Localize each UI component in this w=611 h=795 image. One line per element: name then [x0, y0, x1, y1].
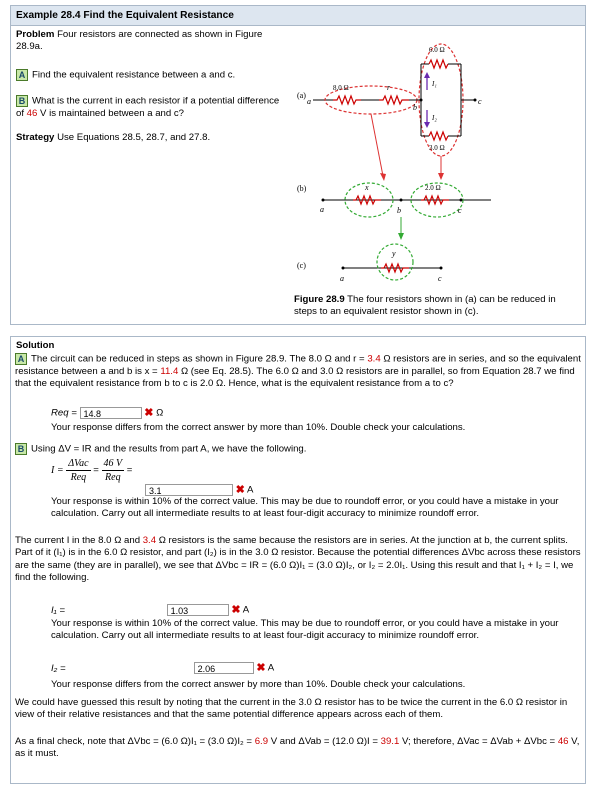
panel-a-label: (a) [297, 91, 306, 100]
solution-paragraph-3: We could have guessed this result by noting that the current in the 3.0 Ω resistor has to be twice the current in the 6.0 Ω resistor in view of their relative resistances and that the same potential difference appears across each of them. [15, 697, 568, 721]
i1-input[interactable]: 1.03 [167, 604, 229, 616]
label-y: y [392, 249, 396, 258]
label-2ohm: 2.0 Ω [425, 184, 441, 192]
i2-unit: A [267, 662, 275, 674]
I-input[interactable]: 3.1 [145, 484, 233, 496]
I-feedback: Your response is within 10% of the correct value. This may be due to roundoff error, or you could have a mistake in your calculation. Carry out all intermediate results to at least four-digit accuracy to minimize roundoff error. [51, 496, 559, 520]
eq-num-2: 46 V [103, 458, 123, 469]
problem-body: Four resistors are connected as shown in Figure 28.9a. [16, 29, 263, 53]
I-unit: A [247, 484, 254, 496]
solution-part-a-badge: A [15, 353, 27, 365]
label-r: r [387, 83, 391, 92]
eq-equals-1: = [93, 464, 99, 476]
part-b-text-pre: What is the current in each resistor if a potential difference of [16, 95, 280, 119]
strategy-body: Use Equations 28.5, 28.7, and 27.8. [57, 132, 211, 143]
sol-p2-text-1: The current I in the 8.0 Ω and [15, 535, 143, 546]
sol-a-text-1: The circuit can be reduced in steps as shown in Figure 28.9. The 8.0 Ω and r = [31, 353, 368, 365]
panel-c-label: (c) [297, 261, 306, 270]
part-b-badge: B [16, 95, 28, 107]
I-incorrect-icon: ✖ [235, 484, 245, 496]
i1-feedback: Your response is within 10% of the correct value. This may be due to roundoff error, or you could have a mistake in your calculation. Carry out all intermediate results to at least four-digit accuracy to minimize roundoff error. [51, 618, 559, 642]
node-a-label-a: a [307, 97, 311, 106]
solution-paragraph-4 [15, 736, 581, 761]
sol-p2-r-value: 3.4 [142, 535, 157, 546]
req-unit: Ω [156, 407, 164, 419]
part-b-text-post: V is maintained between a and c? [37, 108, 185, 119]
node-b-label-a: b [413, 103, 417, 112]
label-i1: I₁ [432, 80, 437, 88]
i2-answer-row [51, 661, 274, 675]
sol-a-text-3: Ω (see Eq. 28.5). The 6.0 Ω and 3.0 Ω resistors are in parallel, so from Equation 28.7 we find that the equivalent resistance from b to c is 2.0 Ω. Hence, what is the equivalent resistance from a to c? [15, 366, 575, 390]
sol-a-r-value: 3.4 [367, 353, 381, 365]
sol-a-x-value: 11.4 [160, 366, 179, 377]
i2-incorrect-icon: ✖ [256, 662, 266, 674]
sol-b-intro-text: Using ΔV = IR and the results from part A, we have the following. [31, 443, 307, 455]
node-c-label-b: c [458, 206, 462, 215]
resistor-r [379, 96, 409, 104]
problem-label: Problem [16, 29, 55, 40]
node-c-label-a: c [478, 97, 482, 106]
i2-label: I₂ = [51, 662, 66, 674]
part-a-question [16, 69, 296, 82]
eq-equals-2: = [126, 464, 133, 476]
part-a-badge: A [16, 69, 28, 81]
eq-num-1: ΔVac [68, 458, 89, 469]
i1-incorrect-icon: ✖ [231, 604, 241, 616]
eq-I-label: I = [51, 465, 64, 476]
label-6ohm: 6.0 Ω [429, 46, 445, 54]
solution-part-b-intro [15, 443, 306, 456]
sol-p4-vbc: 6.9 [254, 736, 269, 747]
i2-feedback: Your response differs from the correct answer by more than 10%. Double check your calculations. [51, 679, 466, 690]
label-i2: I₂ [432, 114, 437, 122]
strategy-label: Strategy [16, 132, 55, 143]
eq-den-2: Req [105, 472, 121, 483]
req-feedback: Your response differs from the correct answer by more than 10%. Double check your calculations. [51, 422, 466, 433]
node-a-label-b: a [320, 205, 324, 214]
sol-p4-vab: 39.1 [380, 736, 400, 747]
solution-part-a-paragraph [15, 353, 581, 391]
sol-p4-text-4: V, as it must. [15, 736, 580, 760]
sol-p4-text-2: V and ΔVab = (12.0 Ω)I = [268, 736, 381, 747]
i2-input[interactable]: 2.06 [194, 662, 254, 674]
example-title: Example 28.4 Find the Equivalent Resistance [11, 6, 585, 26]
figure-caption-label: Figure 28.9 [294, 294, 345, 305]
label-3ohm: 3.0 Ω [429, 144, 445, 152]
eq-fraction-1 [66, 457, 90, 484]
reduction-arrow-x [371, 114, 383, 176]
part-b-voltage: 46 [26, 108, 38, 119]
node-b-label-b: b [397, 206, 401, 215]
problem-panel [10, 5, 586, 325]
current-equation [51, 457, 132, 484]
i1-answer-row [51, 603, 249, 617]
req-incorrect-icon: ✖ [144, 407, 154, 419]
panel-b-label: (b) [297, 184, 307, 193]
sol-p4-text-1: As a final check, note that ΔVbc = (6.0 Ω)I₁ = (3.0 Ω)I₂ = [15, 736, 255, 747]
problem-text [16, 29, 286, 54]
sol-p4-vac: 46 [557, 736, 569, 747]
strategy-text [16, 132, 296, 144]
i1-label: I₁ = [51, 604, 65, 616]
req-label: Req = [51, 407, 77, 419]
req-input[interactable]: 14.8 [80, 407, 142, 419]
resistor-6ohm [429, 60, 448, 68]
label-x: x [365, 183, 369, 192]
eq-fraction-2 [102, 457, 125, 484]
resistor-8ohm [333, 96, 361, 104]
solution-panel [10, 336, 586, 784]
node-c-label-c: c [438, 274, 442, 283]
circuit-figure [291, 36, 581, 291]
i1-unit: A [242, 604, 250, 616]
figure-caption [294, 294, 579, 319]
eq-den-1: Req [70, 472, 87, 483]
solution-heading: Solution [16, 340, 55, 351]
resistor-3ohm [429, 132, 448, 140]
part-b-question [16, 95, 286, 120]
label-8ohm: 8.0 Ω [333, 84, 349, 92]
parallel-group-outline [419, 44, 463, 156]
sol-p2-text-2: Ω resistors is the same because the resistors are in series. At the junction at b, the current splits. Part of it (I₁) is in the 6.0 Ω resistor, and part (I₂) is in the 3.0 Ω resistor. Because the potential differences ΔVbc across these resistors are the same (they are in parallel), we see that ΔVbc = IR = (6.0 Ω)I₁ = (3.0 Ω)I₂, or I₂ = 2.0I₁. Using this result and that I₁ + I₂ = I, we find the following. [15, 535, 581, 584]
solution-paragraph-2 [15, 535, 581, 585]
sol-a-text-2: Ω resistors are in series, and so the equivalent resistance between a and b is x = [15, 353, 581, 377]
solution-part-b-badge: B [15, 443, 27, 455]
part-a-text: Find the equivalent resistance between a and c. [32, 69, 236, 81]
figure-caption-text: The four resistors shown in (a) can be reduced in steps to an equivalent resistor shown in (c). [294, 294, 556, 318]
node-a-label-c: a [340, 274, 344, 283]
sol-p4-text-3: V; therefore, ΔVac = ΔVab + ΔVbc = [399, 736, 558, 747]
req-answer-row [51, 406, 163, 420]
